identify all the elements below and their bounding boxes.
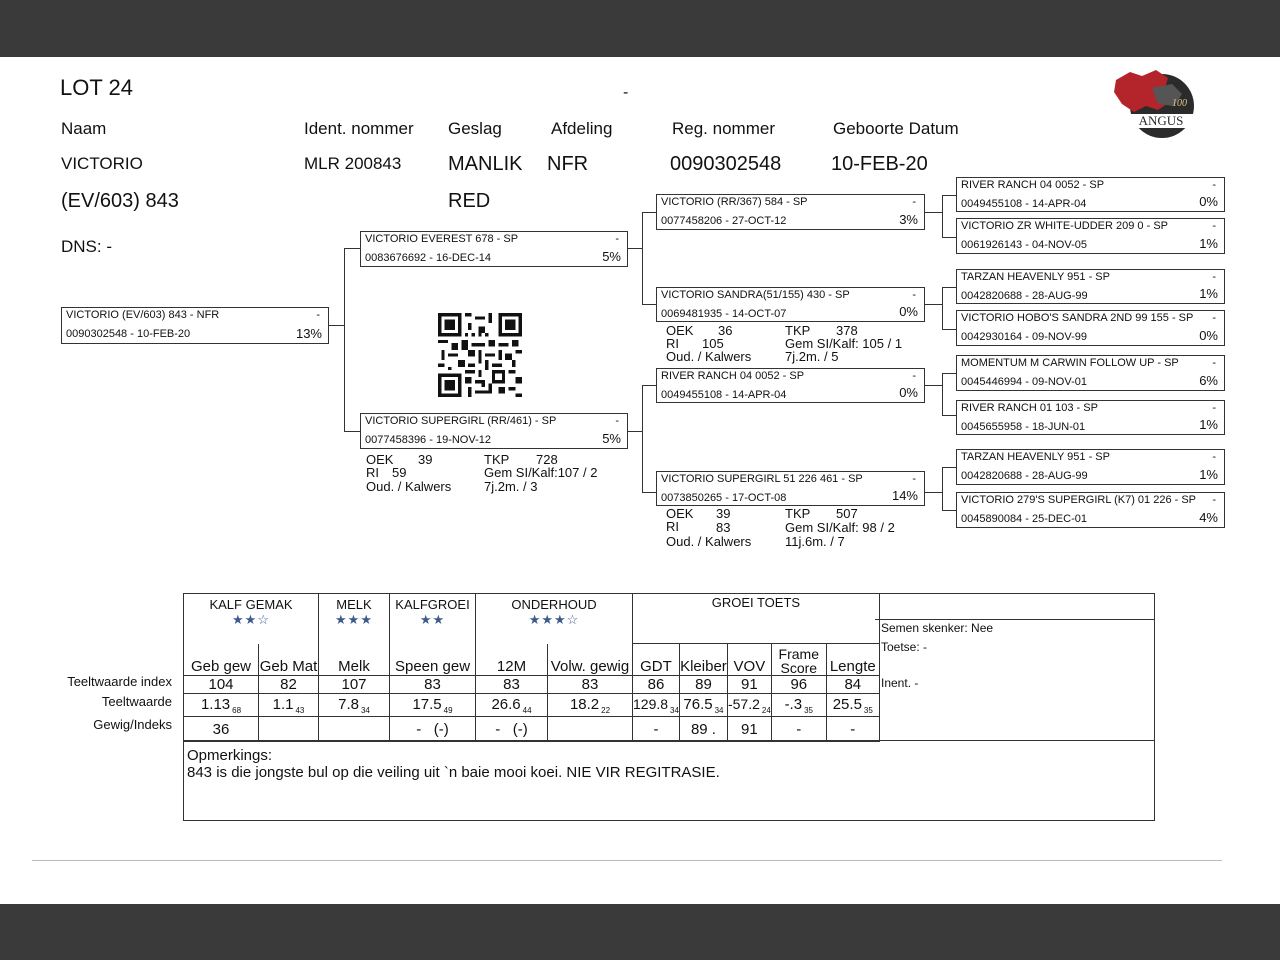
group-onderhoud-label: ONDERHOUD bbox=[511, 597, 597, 612]
index-cell: 107 bbox=[319, 676, 390, 694]
gew-cell: - bbox=[826, 717, 879, 742]
group-melk-label: MELK bbox=[336, 597, 372, 612]
index-cell: 83 bbox=[390, 676, 476, 694]
dd-tkp-label: TKP bbox=[785, 506, 811, 521]
group-groei-toets-label: GROEI TOETS bbox=[711, 595, 801, 610]
sire-name: VICTORIO EVEREST 678 - SP bbox=[365, 233, 519, 245]
g3-pct: 0% bbox=[1199, 328, 1218, 343]
tw-accuracy: 43 bbox=[295, 705, 305, 715]
logo-years: 100 bbox=[1172, 98, 1187, 109]
sd-dash: - bbox=[912, 289, 916, 301]
gew-cell: 36 bbox=[184, 717, 259, 742]
tw-value: 17.5 bbox=[412, 695, 442, 713]
subject-reg: 0090302548 - 10-FEB-20 bbox=[66, 328, 191, 340]
dd-ri: 83 bbox=[716, 520, 731, 535]
semen-donor: Semen skenker: Nee bbox=[881, 621, 994, 635]
header-naam: Naam bbox=[61, 119, 107, 138]
g3-name: VICTORIO ZR WHITE-UDDER 209 0 - SP bbox=[961, 220, 1168, 232]
line bbox=[942, 415, 956, 416]
sd-stats bbox=[666, 323, 936, 367]
index-cell: 104 bbox=[184, 676, 259, 694]
pedigree-g3-7 bbox=[956, 492, 1225, 528]
sd-oek-label: OEK bbox=[666, 323, 694, 338]
line bbox=[942, 510, 956, 511]
tw-cell bbox=[727, 694, 771, 717]
pedigree-g3-4 bbox=[956, 355, 1225, 391]
g3-reg: 0042820688 - 28-AUG-99 bbox=[961, 290, 1088, 302]
tw-value: 18.2 bbox=[569, 695, 600, 713]
line bbox=[942, 373, 943, 415]
ds-dash: - bbox=[912, 370, 916, 382]
ds-reg: 0049455108 - 14-APR-04 bbox=[661, 389, 787, 401]
sd-oud: 7j.2m. / 5 bbox=[785, 349, 839, 364]
dam-name: VICTORIO SUPERGIRL (RR/461) - SP bbox=[365, 415, 557, 427]
top-bar bbox=[0, 0, 1280, 57]
sd-tkp-label: TKP bbox=[785, 323, 811, 338]
line bbox=[642, 304, 656, 305]
qr-code bbox=[436, 313, 524, 397]
line bbox=[942, 329, 956, 330]
line bbox=[642, 492, 656, 493]
g3-name: VICTORIO 279'S SUPERGIRL (K7) 01 226 - SP bbox=[961, 494, 1197, 506]
tw-accuracy: 34 bbox=[670, 705, 679, 715]
g3-pct: 4% bbox=[1199, 510, 1218, 525]
g3-name: MOMENTUM M CARWIN FOLLOW UP - SP bbox=[961, 357, 1179, 369]
dd-gem: Gem SI/Kalf: 98 / 2 bbox=[785, 520, 895, 535]
side-info bbox=[875, 593, 1155, 741]
gew-cell: - bbox=[771, 717, 826, 742]
footer-rule bbox=[32, 860, 1222, 861]
lot-number: LOT 24 bbox=[60, 75, 133, 100]
index-cell: 86 bbox=[633, 676, 680, 694]
angus-logo bbox=[1112, 66, 1196, 144]
animal-colour: RED bbox=[448, 190, 491, 212]
tw-value: 1.1 bbox=[272, 695, 294, 713]
animal-name-2: (EV/603) 843 bbox=[61, 190, 179, 212]
gew-cell: 89 . bbox=[679, 717, 727, 742]
tw-value: -57.2 bbox=[727, 695, 760, 712]
tw-accuracy: 34 bbox=[714, 705, 724, 715]
g3-dash: - bbox=[1212, 494, 1216, 506]
dam-oek-label: OEK bbox=[366, 452, 394, 467]
line bbox=[942, 287, 943, 329]
g3-dash: - bbox=[1212, 179, 1216, 191]
tw-cell bbox=[826, 694, 879, 717]
header-ident: Ident. nommer bbox=[304, 119, 414, 138]
line bbox=[942, 467, 956, 468]
sire-pct: 5% bbox=[602, 249, 621, 264]
g3-reg: 0042930164 - 09-NOV-99 bbox=[961, 331, 1087, 343]
subject-name: VICTORIO (EV/603) 843 - NFR bbox=[66, 309, 220, 321]
pedigree-g3-2 bbox=[956, 269, 1225, 304]
group-onderhoud bbox=[476, 594, 633, 644]
g3-pct: 1% bbox=[1199, 236, 1218, 251]
line bbox=[642, 385, 643, 492]
kalfgroei-stars: ★★ bbox=[419, 612, 446, 627]
g3-pct: 1% bbox=[1199, 286, 1218, 301]
row-label-teeltwaarde: Teeltwaarde bbox=[101, 694, 172, 709]
sd-reg: 0069481935 - 14-OCT-07 bbox=[661, 308, 787, 320]
index-cell: 91 bbox=[727, 676, 771, 694]
pedigree-dam bbox=[360, 413, 628, 449]
dd-reg: 0073850265 - 17-OCT-08 bbox=[661, 492, 787, 504]
line bbox=[344, 248, 345, 431]
ss-name: VICTORIO (RR/367) 584 - SP bbox=[661, 196, 808, 208]
gew-cell bbox=[319, 717, 390, 742]
dam-stats bbox=[366, 452, 636, 496]
subject-dash: - bbox=[316, 309, 320, 321]
index-row bbox=[184, 676, 880, 694]
line bbox=[642, 385, 656, 386]
dd-oek: 39 bbox=[716, 506, 731, 521]
g3-pct: 1% bbox=[1199, 467, 1218, 482]
g3-reg: 0042820688 - 28-AUG-99 bbox=[961, 470, 1088, 482]
header-geslag: Geslag bbox=[448, 119, 502, 138]
tw-accuracy: 68 bbox=[232, 705, 242, 715]
header-reg: Reg. nommer bbox=[672, 119, 775, 138]
dam-pct: 5% bbox=[602, 431, 621, 446]
dd-pct: 14% bbox=[891, 488, 918, 503]
col-lengte: Lengte bbox=[826, 644, 879, 676]
group-kalf-gemak-label: KALF GEMAK bbox=[209, 597, 293, 612]
sire-dash: - bbox=[615, 233, 619, 245]
index-cell: 83 bbox=[476, 676, 548, 694]
onderhoud-stars: ★★★☆ bbox=[528, 612, 580, 627]
top-dash: - bbox=[623, 84, 629, 101]
col-frame-score: Frame Score bbox=[771, 644, 826, 676]
tw-accuracy: 35 bbox=[863, 705, 873, 715]
animal-geslag: MANLIK bbox=[448, 153, 523, 175]
index-cell: 96 bbox=[771, 676, 826, 694]
line bbox=[628, 248, 642, 249]
tw-value: 25.5 bbox=[832, 695, 862, 713]
g3-dash: - bbox=[1212, 451, 1216, 463]
row-label-gewig: Gewig/Indeks bbox=[93, 717, 172, 732]
g3-reg: 0061926143 - 04-NOV-05 bbox=[961, 239, 1087, 251]
tw-cell bbox=[548, 694, 633, 717]
line bbox=[329, 325, 344, 326]
line bbox=[925, 212, 942, 213]
melk-stars: ★★★ bbox=[335, 612, 373, 627]
dns: DNS: - bbox=[61, 237, 112, 256]
line bbox=[925, 385, 942, 386]
g3-dash: - bbox=[1212, 357, 1216, 369]
tw-value: 26.6 bbox=[491, 695, 521, 713]
bottom-bar bbox=[0, 904, 1280, 960]
col-speen-gew: Speen gew bbox=[390, 644, 476, 676]
line bbox=[942, 467, 943, 510]
g3-reg: 0045890084 - 25-DEC-01 bbox=[961, 513, 1087, 525]
tw-cell bbox=[319, 694, 390, 717]
dd-dash: - bbox=[912, 473, 916, 485]
toetse: Toetse: - bbox=[881, 640, 928, 654]
col-12m: 12M bbox=[476, 644, 548, 676]
col-melk: Melk bbox=[319, 644, 390, 676]
dam-dash: - bbox=[615, 415, 619, 427]
pedigree-g3-1 bbox=[956, 218, 1225, 254]
dam-tkp-label: TKP bbox=[484, 452, 510, 467]
group-kalf-gemak bbox=[184, 594, 319, 644]
line bbox=[642, 212, 656, 213]
line bbox=[942, 237, 956, 238]
line bbox=[925, 304, 942, 305]
tw-accuracy: 24 bbox=[761, 705, 771, 715]
pedigree-sire bbox=[360, 231, 628, 267]
inent: Inent. - bbox=[881, 676, 919, 690]
g3-name: VICTORIO HOBO'S SANDRA 2ND 99 155 - SP bbox=[961, 312, 1194, 324]
tw-value: 7.8 bbox=[338, 695, 359, 713]
sd-name: VICTORIO SANDRA(51/155) 430 - SP bbox=[661, 289, 850, 301]
gew-cell: 91 bbox=[727, 717, 771, 742]
group-kalfgroei bbox=[390, 594, 476, 644]
g3-dash: - bbox=[1212, 271, 1216, 283]
col-kleiber: Kleiber bbox=[679, 644, 727, 676]
index-cell: 82 bbox=[259, 676, 319, 694]
col-gdt: GDT bbox=[633, 644, 680, 676]
dd-tkp: 507 bbox=[836, 506, 858, 521]
tw-cell bbox=[771, 694, 826, 717]
dd-oud: 11j.6m. / 7 bbox=[785, 534, 845, 549]
teeltwaarde-row bbox=[184, 694, 880, 717]
gew-cell bbox=[548, 717, 633, 742]
col-volw-gewig: Volw. gewig bbox=[548, 644, 633, 676]
dam-tkp: 728 bbox=[536, 452, 558, 467]
g3-dash: - bbox=[1212, 402, 1216, 414]
animal-birthdate: 10-FEB-20 bbox=[831, 153, 928, 175]
tw-value: 1.13 bbox=[200, 695, 231, 713]
subject-pct: 13% bbox=[295, 326, 322, 341]
line bbox=[925, 492, 942, 493]
line bbox=[942, 195, 943, 237]
sd-tkp: 378 bbox=[836, 323, 858, 338]
gew-cell bbox=[259, 717, 319, 742]
dam-oek: 39 bbox=[418, 452, 433, 467]
g3-dash: - bbox=[1212, 312, 1216, 324]
sd-oek: 36 bbox=[718, 323, 733, 338]
animal-ident: MLR 200843 bbox=[304, 154, 402, 173]
g3-name: TARZAN HEAVENLY 951 - SP bbox=[961, 271, 1110, 283]
g3-pct: 6% bbox=[1199, 373, 1218, 388]
column-header-row bbox=[184, 644, 880, 676]
pedigree-sire-dam bbox=[656, 287, 925, 322]
gewig-row bbox=[184, 717, 880, 742]
evaluation-table bbox=[183, 593, 880, 742]
g3-name: RIVER RANCH 01 103 - SP bbox=[961, 402, 1098, 414]
tw-cell bbox=[679, 694, 727, 717]
logo-text: ANGUS bbox=[1138, 113, 1184, 128]
line bbox=[628, 431, 642, 432]
ss-pct: 3% bbox=[899, 212, 918, 227]
tw-value: 76.5 bbox=[683, 695, 713, 713]
ss-dash: - bbox=[912, 196, 916, 208]
pedigree-dam-dam bbox=[656, 471, 925, 506]
dam-gem: Gem SI/Kalf:107 / 2 bbox=[484, 465, 598, 480]
tw-value: -.3 bbox=[784, 695, 803, 713]
group-melk bbox=[319, 594, 390, 644]
sire-reg: 0083676692 - 16-DEC-14 bbox=[365, 252, 491, 264]
dam-ri: 59 bbox=[392, 465, 407, 480]
sd-pct: 0% bbox=[899, 304, 918, 319]
remarks-label: Opmerkings: bbox=[187, 747, 273, 764]
dd-ri-label: RI bbox=[666, 519, 679, 534]
tw-cell bbox=[476, 694, 548, 717]
pedigree-g3-0 bbox=[956, 177, 1225, 212]
kalf-gemak-stars: ★★☆ bbox=[232, 612, 270, 627]
pedigree-dam-sire bbox=[656, 368, 925, 403]
ss-reg: 0077458206 - 27-OCT-12 bbox=[661, 215, 787, 227]
index-cell: 83 bbox=[548, 676, 633, 694]
side-divider bbox=[875, 619, 1155, 620]
gew-cell: - (-) bbox=[476, 717, 548, 742]
tw-accuracy: 34 bbox=[360, 705, 370, 715]
line bbox=[642, 212, 643, 304]
pedigree-subject bbox=[61, 307, 329, 344]
g3-name: TARZAN HEAVENLY 951 - SP bbox=[961, 451, 1110, 463]
header-geboorte: Geboorte Datum bbox=[833, 119, 959, 138]
tw-cell bbox=[633, 694, 680, 717]
line bbox=[344, 431, 360, 432]
animal-afdeling: NFR bbox=[547, 153, 589, 175]
pedigree-sire-sire bbox=[656, 194, 925, 230]
pedigree-g3-3 bbox=[956, 310, 1225, 346]
index-cell: 89 bbox=[679, 676, 727, 694]
animal-name: VICTORIO bbox=[61, 154, 143, 173]
g3-dash: - bbox=[1212, 220, 1216, 232]
tw-cell bbox=[390, 694, 476, 717]
tw-accuracy: 22 bbox=[601, 705, 611, 715]
group-kalfgroei-label: KALFGROEI bbox=[395, 597, 470, 612]
header-afdeling: Afdeling bbox=[551, 119, 613, 138]
remarks-text: 843 is die jongste bul op die veiling uit `n baie mooi koei. NIE VIR REGITRASIE. bbox=[187, 764, 720, 781]
g3-reg: 0049455108 - 14-APR-04 bbox=[961, 198, 1087, 210]
row-label-index: Teeltwaarde index bbox=[67, 674, 172, 689]
remarks-box bbox=[183, 740, 1155, 821]
gew-cell: - (-) bbox=[390, 717, 476, 742]
dd-oek-label: OEK bbox=[666, 506, 694, 521]
ds-pct: 0% bbox=[899, 385, 918, 400]
animal-reg: 0090302548 bbox=[670, 153, 782, 175]
sd-ri-label: RI bbox=[666, 336, 679, 351]
pedigree-g3-6 bbox=[956, 449, 1225, 485]
sd-ri: 105 bbox=[702, 336, 724, 351]
tw-accuracy: 35 bbox=[804, 705, 813, 715]
line bbox=[942, 373, 956, 374]
col-geb-gew: Geb gew bbox=[184, 644, 259, 676]
sd-oud-label: Oud. / Kalwers bbox=[666, 349, 752, 364]
ds-name: RIVER RANCH 04 0052 - SP bbox=[661, 370, 805, 382]
tw-cell bbox=[184, 694, 259, 717]
g3-reg: 0045446994 - 09-NOV-01 bbox=[961, 376, 1087, 388]
line bbox=[942, 195, 956, 196]
index-cell: 84 bbox=[826, 676, 879, 694]
dd-name: VICTORIO SUPERGIRL 51 226 461 - SP bbox=[661, 473, 863, 485]
col-vov: VOV bbox=[727, 644, 771, 676]
tw-accuracy: 49 bbox=[443, 705, 453, 715]
dam-oud-label: Oud. / Kalwers bbox=[366, 479, 452, 494]
line bbox=[344, 248, 360, 249]
dam-oud: 7j.2m. / 3 bbox=[484, 479, 538, 494]
tw-value: 129.8 bbox=[633, 695, 669, 712]
g3-name: RIVER RANCH 04 0052 - SP bbox=[961, 179, 1105, 191]
gew-cell: - bbox=[633, 717, 680, 742]
group-groei-toets bbox=[633, 594, 880, 644]
tw-accuracy: 44 bbox=[522, 705, 532, 715]
pedigree-g3-5 bbox=[956, 400, 1225, 435]
g3-reg: 0045655958 - 18-JUN-01 bbox=[961, 421, 1086, 433]
g3-pct: 0% bbox=[1199, 194, 1218, 209]
sd-gem: Gem SI/Kalf: 105 / 1 bbox=[785, 336, 903, 351]
dam-ri-label: RI bbox=[366, 465, 379, 480]
dd-stats bbox=[666, 506, 936, 550]
col-geb-mat: Geb Mat bbox=[259, 644, 319, 676]
dam-reg: 0077458396 - 19-NOV-12 bbox=[365, 434, 491, 446]
tw-cell bbox=[259, 694, 319, 717]
g3-pct: 1% bbox=[1199, 417, 1218, 432]
dd-oud-label: Oud. / Kalwers bbox=[666, 534, 752, 549]
line bbox=[942, 287, 956, 288]
